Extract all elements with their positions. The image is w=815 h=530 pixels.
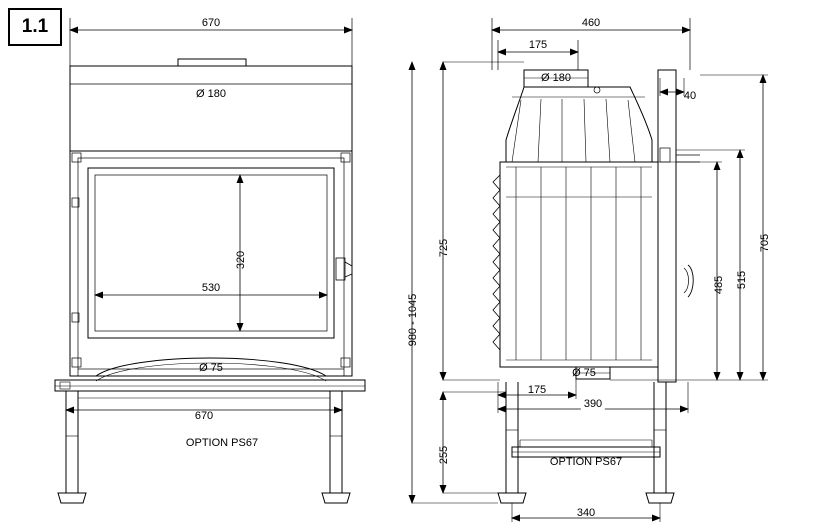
dim-body-height-725: 725	[438, 238, 450, 258]
dim-depth-390: 390	[581, 399, 605, 410]
dim-inner-height-485: 485	[713, 275, 725, 295]
dim-base-depth-340: 340	[576, 507, 596, 519]
dim-inner-height-705: 705	[759, 233, 771, 253]
dim-front-air-inlet: Ø 75	[199, 362, 223, 374]
dim-side-flue-offset-175: 175	[528, 39, 548, 51]
dim-front-flue-diameter: Ø 180	[196, 88, 226, 100]
front-option-label: OPTION PS67	[185, 437, 259, 449]
dim-base-width-670: 670	[192, 411, 216, 422]
dim-side-air-inlet: Ø 75	[572, 367, 596, 379]
dim-inner-height-515: 515	[736, 270, 748, 290]
dim-glass-height-320: 320	[235, 250, 247, 270]
dim-side-depth-460: 460	[581, 17, 601, 29]
dim-side-flue-diameter: Ø 180	[541, 72, 571, 84]
dim-leg-height-255: 255	[438, 445, 450, 465]
dim-glass-width-530: 530	[201, 282, 221, 294]
dim-front-width-670: 670	[201, 17, 221, 29]
side-option-label: OPTION PS67	[549, 456, 623, 468]
dim-air-inlet-offset-175: 175	[527, 384, 547, 396]
dim-door-thickness-40: 40	[683, 90, 697, 102]
dim-total-height-980-1045: 980 - 1045	[407, 293, 419, 347]
figure-tag: 1.1	[8, 8, 62, 46]
